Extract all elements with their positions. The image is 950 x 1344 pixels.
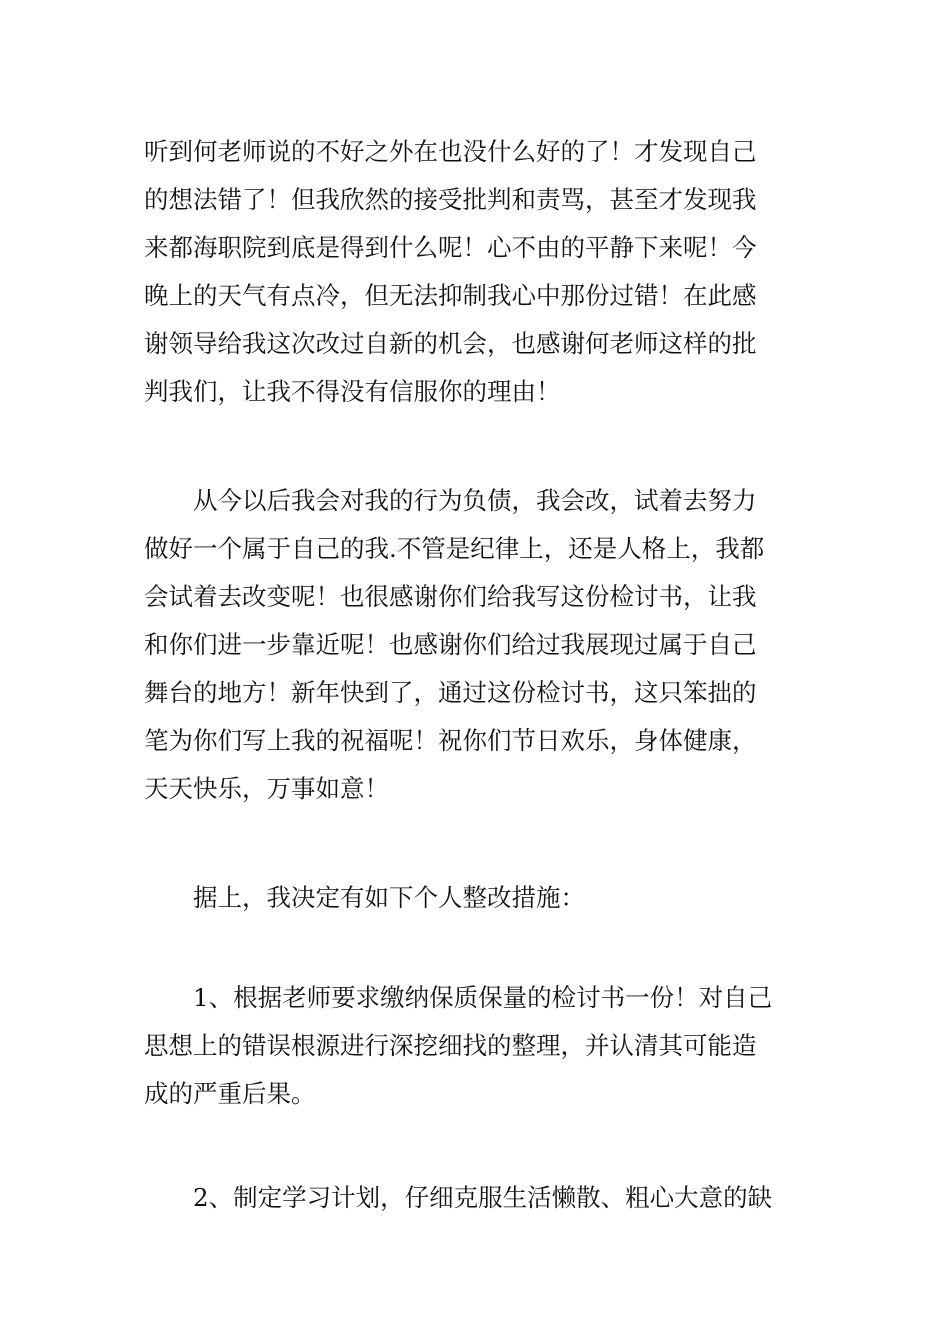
text-line: 做好一个属于自己的我.不管是纪律上，还是人格上，我都 xyxy=(144,534,765,563)
text-line: 1、根据老师要求缴纳保质保量的检讨书一份！对自己 xyxy=(144,983,773,1012)
text-line: 2、制定学习计划，仔细克服生活懒散、粗心大意的缺 xyxy=(144,1183,773,1212)
text-line: 笔为你们写上我的祝福呢！祝你们节日欢乐，身体健康， xyxy=(144,726,757,755)
text-line: 天天快乐，万事如意！ xyxy=(144,774,389,803)
text-line: 的想法错了！但我欣然的接受批判和责骂，甚至才发现我 xyxy=(144,185,757,214)
text-line: 会试着去改变呢！也很感谢你们给我写这份检讨书，让我 xyxy=(144,582,757,611)
text-line: 思想上的错误根源进行深挖细找的整理，并认清其可能造 xyxy=(144,1031,757,1060)
text-line: 听到何老师说的不好之外在也没什么好的了！才发现自己 xyxy=(144,137,757,166)
text-line: 和你们进一步靠近呢！也感谢你们给过我展现过属于自己 xyxy=(144,630,757,659)
text-line: 舞台的地方！新年快到了，通过这份检讨书，这只笨拙的 xyxy=(144,678,757,707)
text-line: 判我们，让我不得没有信服你的理由！ xyxy=(144,377,561,406)
text-line: 据上，我决定有如下个人整改措施： xyxy=(144,883,585,912)
text-line: 晚上的天气有点冷，但无法抑制我心中那份过错！在此感 xyxy=(144,281,757,310)
text-line: 谢领导给我这次改过自新的机会，也感谢何老师这样的批 xyxy=(144,329,757,358)
text-line: 来都海职院到底是得到什么呢！心不由的平静下来呢！今 xyxy=(144,233,757,262)
text-line: 从今以后我会对我的行为负债，我会改，试着去努力 xyxy=(144,486,757,515)
text-line: 成的严重后果。 xyxy=(144,1079,316,1108)
